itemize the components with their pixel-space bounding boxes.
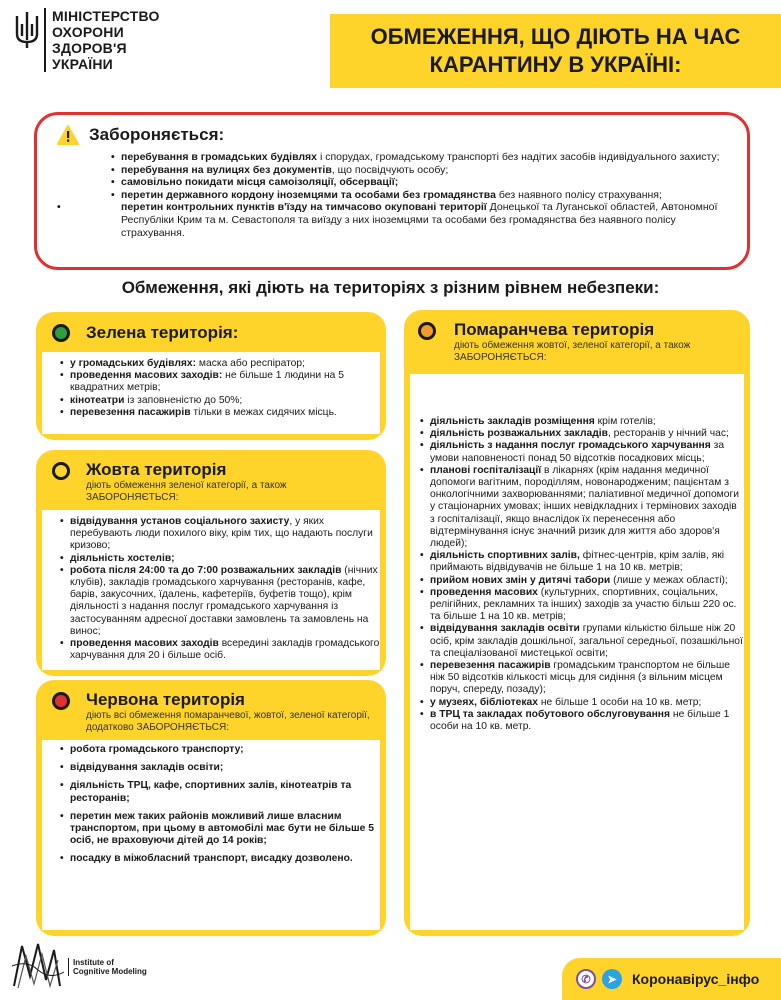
list-item: • проведення масових заходів: не більше 1 людини на 5 квадратних метрів; bbox=[60, 370, 380, 394]
forbidden-list bbox=[111, 151, 731, 239]
list-item: • у музеях, бібліотеках не більше 1 особи на 10 кв. метр; bbox=[420, 697, 744, 709]
list-item: • робота громадського транспорту; bbox=[60, 744, 380, 756]
list-item: • діяльність розважальних закладів, ресторанів у нічний час; bbox=[420, 428, 744, 440]
social-banner[interactable] bbox=[562, 958, 781, 1000]
list-item: • перевезення пасажирів громадським транспортом не більше ніж 50 відсотків кількості місць для сидіння (з вільним місцем поруч, спереду, позаду); bbox=[420, 660, 744, 697]
orange-list bbox=[420, 416, 744, 733]
list-item: • перевезення пасажирів тільки в межах сидячих місць. bbox=[60, 407, 380, 419]
list-item: • проведення масових заходів всередині закладів громадського харчування для 20 і більше осіб. bbox=[60, 638, 380, 662]
list-item: • перебування в громадських будівлях і спорудах, громадському транспорті без надітих засобів індивідуального захисту; bbox=[111, 151, 731, 164]
red-list bbox=[60, 744, 380, 866]
section-title: Обмеження, які діють на територіях з різним рівнем небезпеки: bbox=[121, 278, 660, 297]
zone-card-orange bbox=[404, 310, 750, 936]
list-item: • планові госпіталізації в лікарнях (крім надання медичної допомоги вагітним, породіллям, новонародженим; пацієнтам з онкологічними захворюваннями; паліативної медичної допомоги у стаціонарних умовах; інших невідкладних і термінових заходів з госпіталізації, якщо внаслідок їх перенесення або відтермінування існує значний ризик для життя або здоров'я людей); bbox=[420, 465, 744, 550]
list-item: • прийом нових змін у дитячі табори (лише у межах області); bbox=[420, 575, 744, 587]
zone-subtitle: діють обмеження зеленої категорії, а також ЗАБОРОНЯЄТЬСЯ: bbox=[86, 480, 287, 503]
list-item: • кінотеатри із заповненістю до 50%; bbox=[60, 395, 380, 407]
list-item: • діяльність ТРЦ, кафе, спортивних залів, кінотеатрів та ресторанів; bbox=[60, 780, 380, 804]
zone-title: Помаранчева територія bbox=[454, 320, 655, 339]
red-dot-icon bbox=[52, 692, 70, 710]
list-item: • у громадських будівлях: маска або респіратор; bbox=[60, 358, 380, 370]
list-item: • в ТРЦ та закладах побутового обслуговування не більше 1 особи на 10 кв. метр. bbox=[420, 709, 744, 733]
list-item: • самовільно покидати місця самоізоляції, обсервації; bbox=[111, 176, 731, 189]
ministry-line: ОХОРОНИ bbox=[52, 24, 124, 40]
institute-name bbox=[68, 958, 147, 976]
list-item: • діяльність хостелів; bbox=[60, 553, 380, 565]
list-item: • перетин державного кордону іноземцями та особами без громадянства без наявного полісу страхування; bbox=[111, 189, 731, 202]
green-list bbox=[60, 358, 380, 419]
ministry-line: УКРАЇНИ bbox=[52, 56, 113, 72]
list-item: • робота після 24:00 та до 7:00 розважальних закладів (нічних клубів), закладів громадського харчування (ресторанів, кафе, барів, закусочних, їдалень, кафетеріїв, буфетів тощо), крім діяльності з надання послуг громадського харчування із застосуванням адресної доставки замовлень та замовлень на винос; bbox=[60, 565, 380, 638]
list-item: • діяльність закладів розміщення крім готелів; bbox=[420, 416, 744, 428]
yellow-list bbox=[60, 516, 380, 662]
institute-line: Cognitive Modeling bbox=[73, 967, 147, 976]
social-label[interactable]: Коронавірус_інфо bbox=[632, 971, 760, 987]
institute-logo-icon bbox=[8, 936, 66, 994]
zone-subtitle: діють всі обмеження помаранчевої, жовтої, зеленої категорії, додатково ЗАБОРОНЯЄТЬСЯ: bbox=[86, 710, 370, 733]
list-item: • проведення масових (культурних, спортивних, соціальних, релігійних, рекламних та інших) заходів за участю більш 220 ос. та більше 1 на 10 кв. метрів; bbox=[420, 587, 744, 624]
list-item: • відвідування установ соціального захисту, у яких перебувають люди похилого віку, крім тих, що надають послуги кризово; bbox=[60, 516, 380, 553]
header bbox=[0, 0, 781, 100]
list-item: • відвідування закладів освіти групами кількістю більше ніж 20 осіб, крім закладів дошкільної, загальної середньої, позашкільної та спеціалізованої мистецької освіти; bbox=[420, 623, 744, 660]
ministry-line: МІНІСТЕРСТВО bbox=[52, 8, 160, 24]
page-title-line: ОБМЕЖЕННЯ, ЩО ДІЮТЬ НА ЧАС bbox=[370, 24, 741, 49]
trident-emblem-icon bbox=[14, 10, 40, 50]
yellow-dot-icon bbox=[52, 462, 70, 480]
list-item: • діяльність з надання послуг громадського харчування за умови наповненості понад 50 відсотків посадкових місць; bbox=[420, 440, 744, 464]
forbidden-box bbox=[34, 112, 750, 270]
zone-title: Зелена територія: bbox=[86, 323, 239, 342]
title-banner bbox=[330, 14, 781, 88]
zone-title: Жовта територія bbox=[86, 460, 227, 479]
orange-dot-icon bbox=[418, 322, 436, 340]
viber-icon[interactable]: ✆ bbox=[576, 969, 596, 989]
list-item: • посадку в міжобласний транспорт, висадку дозволено. bbox=[60, 853, 380, 865]
zone-card-green bbox=[36, 312, 386, 440]
list-item: • відвідування закладів освіти; bbox=[60, 762, 380, 774]
list-item: • перетин контрольних пунктів в'їзду на тимчасово окуповані території Донецької та Луганської областей, Автономної Республіки Крим та м. Севастополя та виїзду з них іноземцями та особами без громадянства без наявного полісу страхування. bbox=[57, 201, 731, 239]
zone-card-red bbox=[36, 680, 386, 936]
zone-subtitle: діють обмеження жовтої, зеленої категорії, а також ЗАБОРОНЯЄТЬСЯ: bbox=[454, 340, 691, 363]
page-title-line: КАРАНТИНУ В УКРАЇНІ: bbox=[429, 52, 682, 77]
list-item: • діяльність спортивних залів, фітнес-центрів, крім залів, які приймають відвідувачів не більше 1 на 10 кв. метрів; bbox=[420, 550, 744, 574]
green-dot-icon bbox=[52, 324, 70, 342]
ministry-logo-text bbox=[44, 8, 164, 72]
institute-line: Institute of bbox=[73, 958, 114, 967]
forbidden-title: Забороняється: bbox=[89, 125, 225, 144]
ministry-line: ЗДОРОВ'Я bbox=[52, 40, 127, 56]
list-item: • перебування на вулицях без документів, що посвідчують особу; bbox=[111, 164, 731, 177]
telegram-icon[interactable]: ➤ bbox=[602, 969, 622, 989]
zone-card-yellow bbox=[36, 450, 386, 676]
warning-icon bbox=[57, 125, 79, 145]
list-item: • перетин меж таких районів можливий лише власним транспортом, при цьому в автомобілі має бути не більше 5 осіб, не враховуючи дітей до 14 років; bbox=[60, 811, 380, 848]
zone-title: Червона територія bbox=[86, 690, 245, 709]
